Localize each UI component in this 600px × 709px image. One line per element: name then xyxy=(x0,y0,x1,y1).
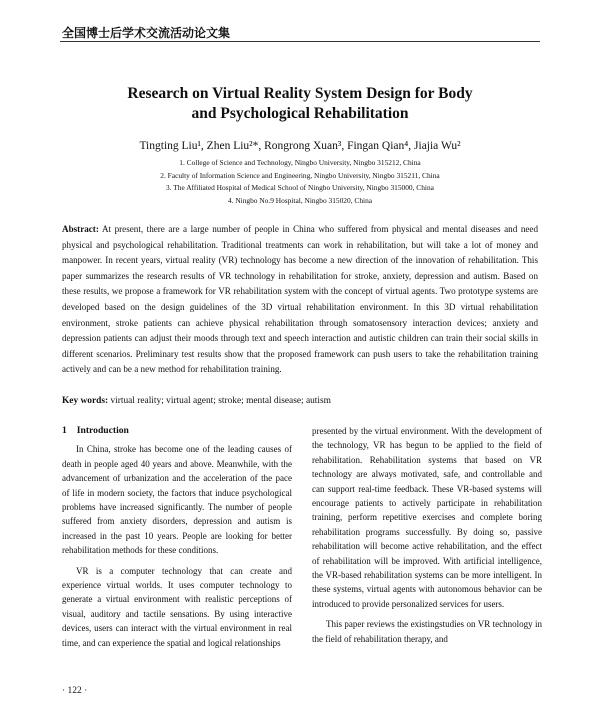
page-number: · 122 · xyxy=(62,686,88,696)
affiliation-2: 2. Faculty of Information Science and Engineering, Ningbo University, Ningbo 315211, China xyxy=(160,170,440,180)
affiliation-4: 4. Ningbo No.9 Hospital, Ningbo 315020, China xyxy=(227,196,373,206)
abstract xyxy=(62,222,538,378)
section-title: Introduction xyxy=(76,425,129,436)
keywords xyxy=(62,394,538,408)
body-paragraph: In China, stroke has become one of the leading causes of death in people aged 40 years and above. Meanwhile, with the advancement of urbanization and the acceleration of the pace of life in modern society, the factors that induce psychological problems have increased significantly. The number of people suffered from anxiety disorders, depression and autism is increased in the past 10 years. People are looking for better rehabilitation methods for these conditions. xyxy=(62,444,292,556)
section-heading xyxy=(62,424,292,438)
author-list: Tingting Liu¹, Zhen Liu²*, Rongrong Xuan³, Fingan Qian⁴, Jiajia Wu² xyxy=(139,140,461,152)
keywords-text: virtual reality; virtual agent; stroke; mental disease; autism xyxy=(110,396,331,406)
title-line-1: Research on Virtual Reality System Design for Body xyxy=(127,85,473,102)
section-number: 1 xyxy=(62,425,67,436)
keywords-label: Key words: xyxy=(62,396,109,406)
paper-title xyxy=(60,84,540,124)
body-paragraph: This paper reviews the existingstudies on VR technology in the field of rehabilitation therapy, and xyxy=(312,619,542,644)
header-rule xyxy=(60,41,540,42)
left-column xyxy=(62,424,292,650)
abstract-label: Abstract: xyxy=(62,224,99,234)
body-paragraph: presented by the virtual environment. With the development of the technology, VR has begun to be applied to the field of rehabilitation. Rehabilitation systems that based on VR technology are always motivated, safe, and controllable and can support real-time feedback. These VR-based systems will encourage patients to actively participate in rehabilitation training, perform repetitive exercises and complete boring rehabilitation programs successfully. By doing so, passive rehabilitation will become active rehabilitation, and the effect of rehabilitation will be improved. With artificial intelligence, the VR-based rehabilitation systems can be more intelligent. In these systems, virtual agents with autonomous behavior can be introduced to provide personalized services for users. xyxy=(312,426,542,609)
body-paragraph: VR is a computer technology that can create and experience virtual worlds. It uses computer technology to generate a virtual environment with realistic perceptions of visual, auditory and tactile sensations. By using interactive devices, users can interact with the virtual environment in real time, and can experience the spatial and logical relationships xyxy=(62,565,292,648)
title-line-2: and Psychological Rehabilitation xyxy=(191,105,409,122)
affiliation-3: 3. The Affiliated Hospital of Medical School of Ningbo University, Ningbo 315000, China xyxy=(166,183,434,193)
running-head: 全国博士后学术交流活动论文集 xyxy=(62,26,231,40)
right-column xyxy=(312,424,542,646)
affiliation-1: 1. College of Science and Technology, Ningbo University, Ningbo 315212, China xyxy=(179,158,421,167)
affiliations xyxy=(60,157,540,208)
abstract-text: At present, there are a large number of people in China who suffered from physical and mental diseases and need physical and psychological rehabilitation. Traditional treatments can work in rehabilitation, but will take a lot of money and manpower. In recent years, virtual reality (VR) technology has become a new direction of the innovation of rehabilitation. This paper summarizes the research results of VR technology in rehabilitation for stroke, anxiety, depression and autism. Based on these results, we propose a framework for VR rehabilitation system with the concept of virtual agents. Two prototype systems are developed based on the design guidelines of the 3D virtual rehabilitation environment. In this 3D virtual rehabilitation environment, stroke patients can achieve physical rehabilitation through somatosensory interaction devices; anxiety and depression patients can adjust their moods through text and speech interaction and autistic children can train their social skills in different scenarios. Preliminary test results show that the proposed framework can push users to take the rehabilitation training actively and can be a new method for rehabilitation training. xyxy=(62,224,538,375)
